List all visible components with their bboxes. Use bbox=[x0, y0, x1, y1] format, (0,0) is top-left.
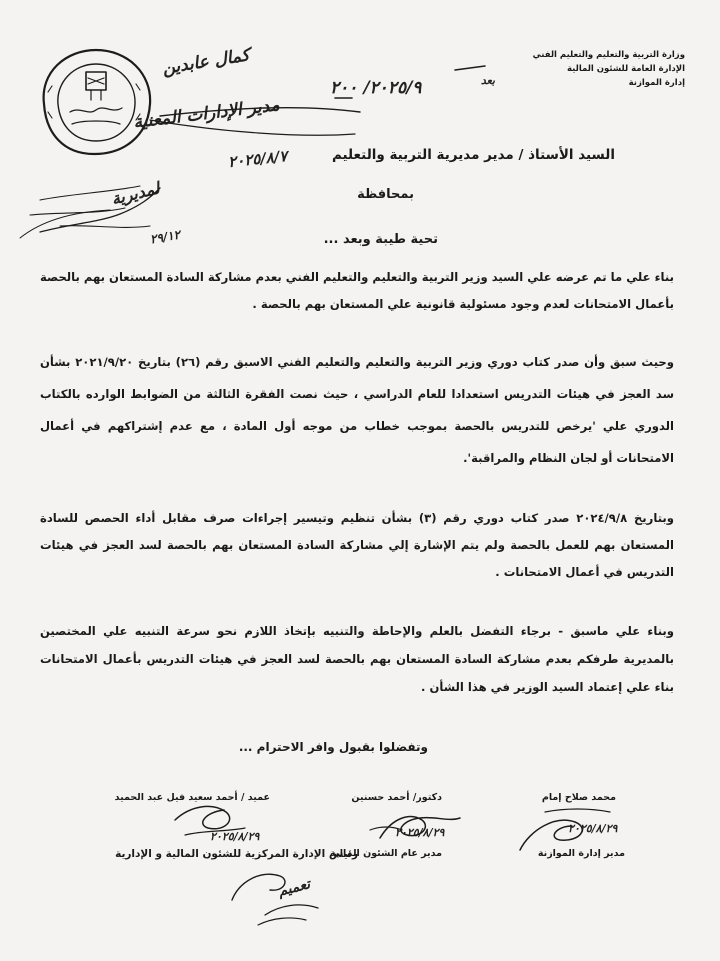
department-line: الإدارة العامة للشئون المالية bbox=[567, 64, 685, 74]
body-paragraph-1: بناء علي ما تم عرضه علي السيد وزير التربية والتعليم والتعليم الفني بعدم مشاركة السادة المستعان بهم بالحصة بأعمال الامتحانات لعدم وجود مسئولية قانونية علي المستعان بهم بالحصة . bbox=[40, 270, 674, 311]
handwritten-label: بعد bbox=[480, 74, 495, 87]
handwritten-remark: تعميم bbox=[276, 876, 312, 900]
body-paragraph-2: وحيث سبق وأن صدر كتاب دوري وزير التربية والتعليم والتعليم الفني الاسبق رقم (٢٦) بتاريخ ٢٠٢١/٩/٢٠ بشأن سد العجز في هيئات التدريس استعدادا للعام الدراسي ، حيث نصت الفقرة الثالثة من الضوابط الوارده بالكتاب الدوري علي 'يرخص للتدريس بالحصة بموجب خطاب من موجه أول المادة ، مع عدم إشتراكهم في أعمال الامتحانات أو لجان النظام والمراقبة'. bbox=[40, 355, 674, 465]
addressee: السيد الأستاذ / مدير مديرية التربية والتعليم bbox=[331, 147, 615, 163]
signature-date: ٢٠٢٥/٨/٢٩ bbox=[210, 830, 260, 843]
handwritten-note: كمال عابدين bbox=[160, 45, 252, 79]
greeting: تحية طيبة وبعد ... bbox=[323, 232, 438, 247]
handwritten-date: ٢٩/١٢ bbox=[149, 227, 182, 247]
ministry-line: وزارة التربية والتعليم والتعليم الفني bbox=[532, 50, 685, 60]
signatory-name: محمد صلاح إمام bbox=[541, 792, 616, 803]
closing-line: وتفضلوا بقبول وافر الاحترام ... bbox=[238, 740, 428, 754]
handwritten-date: ٢٠٢٥/٨/٧ bbox=[227, 146, 289, 172]
signatory-title: مدير إدارة الموازنة bbox=[537, 848, 625, 859]
handwritten-note: مدير الإدارات المعنية bbox=[132, 95, 281, 133]
handwritten-date: ٢٠٢٥/٩/ ٢٠٠ bbox=[330, 78, 422, 98]
body-paragraph-3: وبتاريخ ٢٠٢٤/٩/٨ صدر كتاب دوري رقم (٣) بشأن تنظيم وتيسير إجراءات صرف مقابل أداء الحصص للسادة المستعان بهم للعمل بالحصة ولم يتم الإشارة إلي مشاركة السادة المستعان بهم بالحصة لسد العجز في هيئات التدريس في أعمال الامتحانات . bbox=[40, 511, 674, 579]
handwritten-note: لمديرية bbox=[109, 178, 162, 209]
signature-date: ٢٠٢٥/٨/٢٩ bbox=[395, 826, 445, 839]
signature-date: ٢٠٢٥/٨/٢٩ bbox=[568, 822, 618, 835]
governorate: بمحافظة bbox=[357, 187, 414, 202]
body-paragraph-4: وبناء علي ماسبق - برجاء التفضل بالعلم والإحاطة والتنبيه بإتخاذ اللازم نحو سرعة التنبيه علي المختصين بالمديرية طرفكم بعدم مشاركة السادة المستعان بهم بالحصة لسد العجز في هيئات التدريس بأعمال الامتحانات بناء علي إعتماد السيد الوزير في هذا الشأن . bbox=[40, 624, 674, 694]
signatory-name: دكتور/ أحمد حسنين bbox=[351, 792, 442, 803]
signatory-title: رئيس الإدارة المركزية للشئون المالية و الإدارية bbox=[115, 848, 358, 860]
office-line: إدارة الموازنة bbox=[628, 78, 685, 88]
signatory-title: مدير عام الشئون المالية bbox=[329, 848, 442, 859]
signatory-name: عميد / أحمد سعيد فيل عبد الحميد bbox=[114, 792, 270, 803]
